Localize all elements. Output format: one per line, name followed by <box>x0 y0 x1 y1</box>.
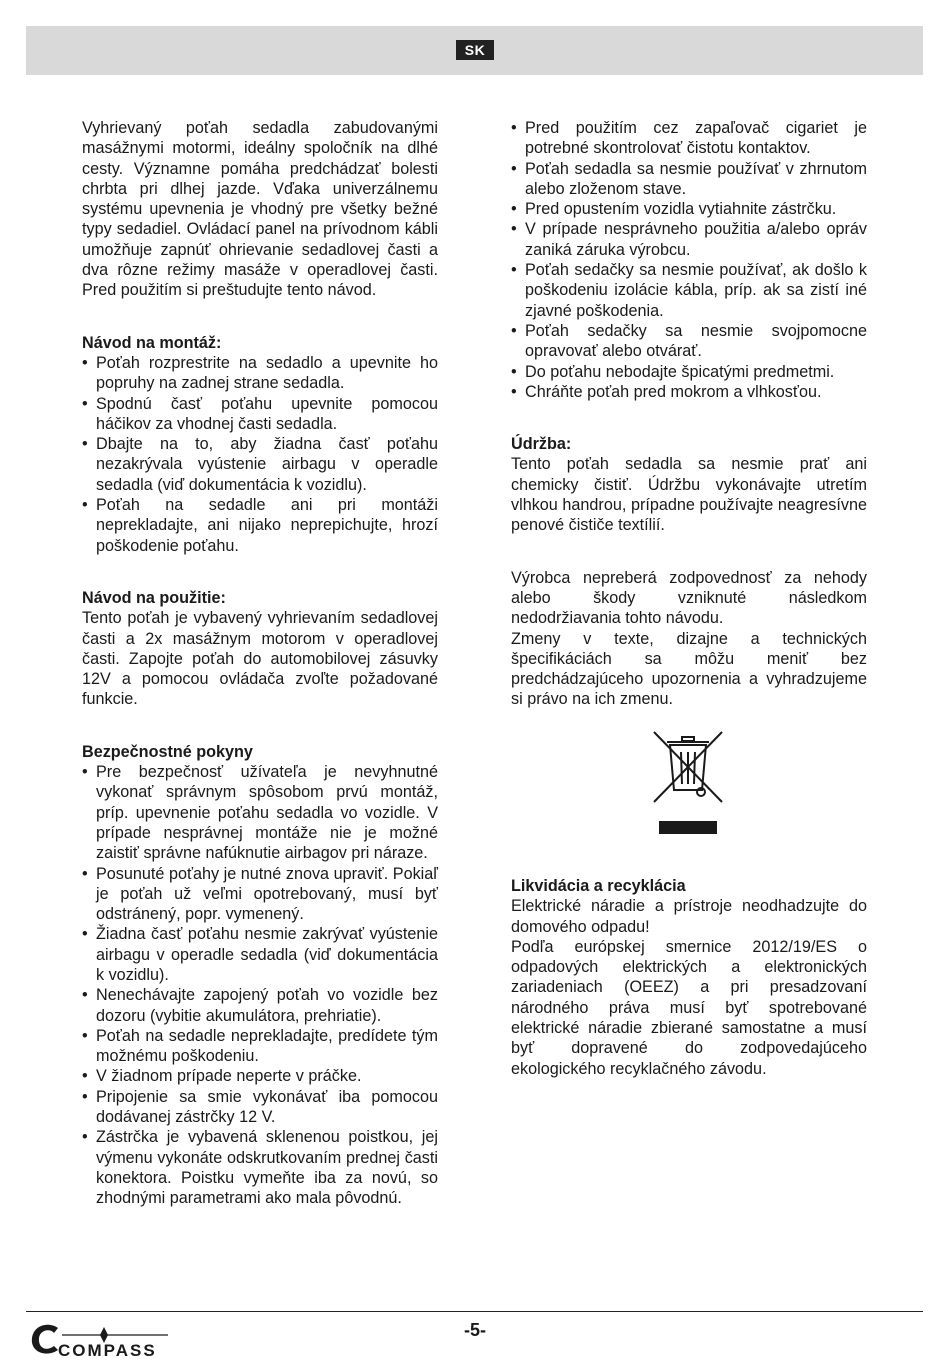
list-item: • Pre bezpečnosť užívateľa je nevyhnutné vykonať správnym spôsobom prvú montáž, príp. upevnenie poťahu sedadla vo vozidle. V prípade nesprávnej montáže nie je možné zaistiť správne nafúknutie airbagov pri náraze. <box>82 762 438 863</box>
maintenance-heading: Údržba: <box>511 435 572 454</box>
disclaimer-changes: Zmeny v texte, dizajne a technických špecifikáciách sa môžu meniť bez predchádzajúceho upozornenia a vyhradzujeme si právo na ich zmenu. <box>511 629 867 709</box>
maintenance-paragraph: Tento poťah sedadla sa nesmie prať ani chemicky čistiť. Údržbu vykonávajte utretím vlhkou handrou, prípadne používajte neagresívne penové čističe textílií. <box>511 455 867 535</box>
list-item: • Spodnú časť poťahu upevnite pomocou háčikov za vhodnej časti sedadla. <box>82 394 438 435</box>
recycling-paragraph-2: Podľa európskej smernice 2012/19/ES o odpadových elektrických a elektronických zariadeniach (OEEZ) a pri presadzovaní národného práva musí byť spotrebované elektrické náradie zbierané samostatne a musí byť dopravené do zodpovedajúceho ekologického recyklačného závodu. <box>511 937 867 1078</box>
list-item: • Poťah sedačky sa nesmie používať, ak došlo k poškodeniu izolácie kábla, príp. ak sa zistí iné zjavné poškodenia. <box>511 260 867 321</box>
weee-crossed-bin-icon <box>651 728 725 838</box>
list-item: • Dbajte na to, aby žiadna časť poťahu nezakrývala vyústenie airbagu v operadle sedadla (viď dokumentácia k vozidlu). <box>82 434 438 495</box>
list-item: • Pripojenie sa smie vykonávať iba pomocou dodávanej zástrčky 12 V. <box>82 1087 438 1128</box>
language-badge: SK <box>456 40 494 60</box>
recycling-paragraph-1: Elektrické náradie a prístroje neodhadzujte do domového odpadu! <box>511 897 867 936</box>
recycling-heading: Likvidácia a recyklácia <box>511 877 686 895</box>
usage-paragraph: Tento poťah je vybavený vyhrievaním sedadlovej časti a 2x masážnym motorom v operadlovej časti. Zapojte poťah do automobilovej zásuvky 12V a pomocou ovládača zvoľte požadované funkcie. <box>82 609 438 709</box>
disclaimer-liability: Výrobca nepreberá zodpovednosť za nehody alebo škody vzniknuté následkom nedodržiavania tohto návodu. <box>511 568 867 628</box>
list-item: • Posunuté poťahy je nutné znova upraviť. Pokiaľ je poťah už veľmi opotrebovaný, musí byť odstránený, popr. vymenený. <box>82 864 438 925</box>
list-item: • Zástrčka je vybavená sklenenou poistkou, jej výmenu vykonáte odskrutkovaním prednej časti konektora. Poistku vymeňte iba za novú, so zhodnými parametrami ako mala pôvodnú. <box>82 1127 438 1208</box>
list-item: • Do poťahu nebodajte špicatými predmetmi. <box>511 362 867 382</box>
list-item: • Poťah sedačky sa nesmie svojpomocne opravovať alebo otvárať. <box>511 321 867 362</box>
safety-list-continued <box>511 118 867 402</box>
footer-divider <box>26 1311 923 1312</box>
list-item: • Chráňte poťah pred mokrom a vlhkosťou. <box>511 382 867 402</box>
assembly-heading: Návod na montáž: <box>82 333 222 352</box>
list-item: • Pred použitím cez zapaľovač cigariet je potrebné skontrolovať čistotu kontaktov. <box>511 118 867 159</box>
list-item: • Poťah sedadla sa nesmie používať v zhrnutom alebo zloženom stave. <box>511 159 867 200</box>
safety-heading: Bezpečnostné pokyny <box>82 742 253 761</box>
list-item: • Nenechávajte zapojený poťah vo vozidle bez dozoru (vybitie akumulátora, prehriatie). <box>82 985 438 1026</box>
compass-logo <box>28 1318 178 1360</box>
left-column <box>82 118 438 1209</box>
list-item: • Poťah rozprestrite na sedadlo a upevnite ho popruhy na zadnej strane sedadla. <box>82 353 438 394</box>
intro-paragraph: Vyhrievaný poťah sedadla zabudovanými masážnymi motormi, ideálny spoločník na dlhé cesty. Významne pomáha predchádzať bolesti chrbta pri dlhej jazde. Vďaka univerzálnemu systému upevnenia je vhodný pre všetky bežné typy sedadiel. Ovládací panel na prívodnom kábli umožňuje zapnúť ohrievanie sedadlovej časti a dva rôzne režimy masáže v operadlovej časti. Pred použitím si preštudujte tento návod. <box>82 119 438 300</box>
right-column <box>511 118 867 710</box>
page-number: -5- <box>464 1320 486 1340</box>
list-item: • Pred opustením vozidla vytiahnite zástrčku. <box>511 199 867 219</box>
safety-list <box>82 762 438 1209</box>
assembly-list <box>82 353 438 556</box>
list-item: • V prípade nesprávneho použitia a/alebo opráv zaniká záruka výrobcu. <box>511 219 867 260</box>
list-item: • Poťah na sedadle neprekladajte, predídete tým možnému poškodeniu. <box>82 1026 438 1067</box>
list-item: • Poťah na sedadle ani pri montáži neprekladajte, ani nijako neprepichujte, hrozí poškodenie poťahu. <box>82 495 438 556</box>
list-item: • V žiadnom prípade neperte v práčke. <box>82 1066 438 1086</box>
logo-text: COMPASS <box>58 1341 157 1360</box>
list-item: • Žiadna časť poťahu nesmie zakrývať vyústenie airbagu v operadle sedadla (viď dokumentácia k vozidlu). <box>82 924 438 985</box>
usage-heading: Návod na použitie: <box>82 588 226 607</box>
recycling-section <box>511 876 867 1079</box>
